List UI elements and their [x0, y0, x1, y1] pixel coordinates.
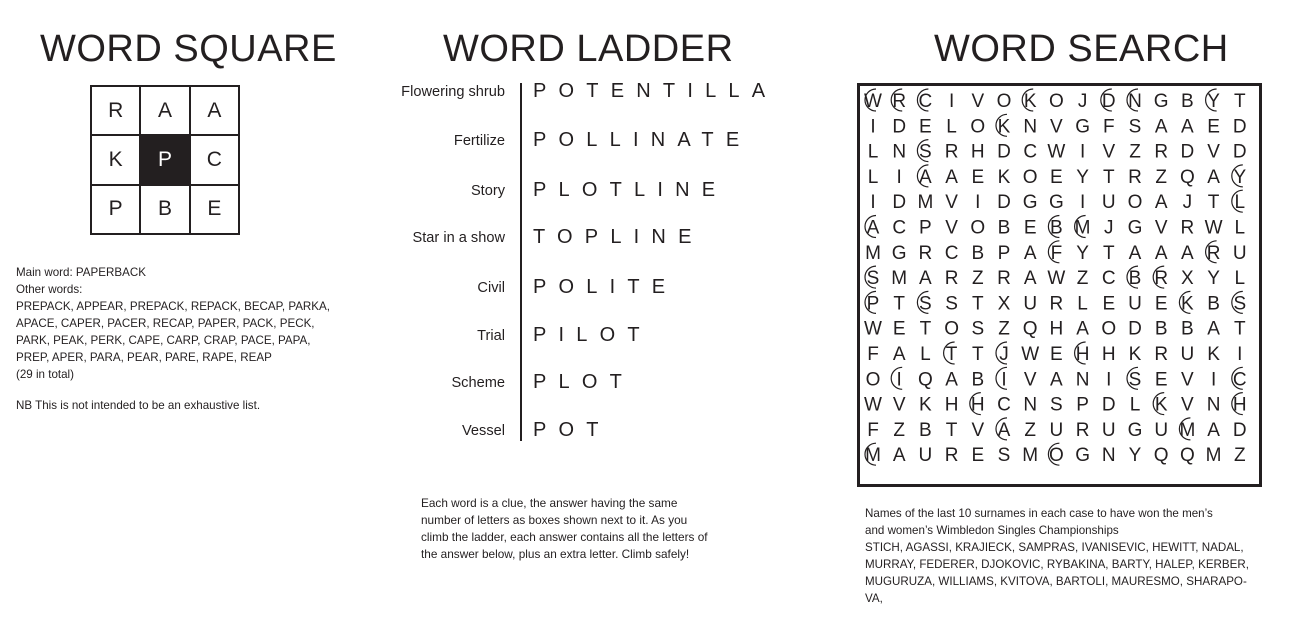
- ladder-answer: POT: [533, 419, 611, 441]
- search-letter: U: [1180, 344, 1195, 365]
- square-cell: R: [91, 86, 140, 135]
- search-letter: V: [1181, 394, 1194, 416]
- search-letter: T: [945, 344, 958, 365]
- words-line: APACE, CAPER, PACER, RECAP, PAPER, PACK, PECK,: [16, 317, 315, 330]
- search-letter: M: [917, 192, 934, 214]
- search-letter: X: [1181, 268, 1194, 290]
- search-letter: E: [971, 445, 985, 467]
- search-letter: H: [1049, 318, 1064, 340]
- search-letter: I: [1079, 141, 1086, 163]
- search-letter: A: [945, 369, 958, 391]
- search-letter: R: [918, 242, 933, 264]
- search-letter: N: [892, 141, 907, 163]
- search-letter: M: [1074, 217, 1091, 239]
- search-letter: I: [1106, 369, 1112, 391]
- search-letter: V: [1181, 369, 1194, 391]
- search-letter: Q: [1022, 318, 1038, 340]
- search-letter: G: [1127, 419, 1143, 441]
- search-letter: K: [1154, 394, 1168, 416]
- search-letter: H: [1232, 394, 1247, 416]
- search-letter: A: [945, 166, 958, 188]
- word-search-grid: [857, 83, 1262, 487]
- ladder-answer: TOPLINE: [533, 226, 704, 248]
- search-letter: E: [892, 318, 906, 340]
- search-letter: I: [975, 192, 981, 214]
- search-note-line: VA,: [865, 592, 883, 605]
- search-letter: P: [1076, 394, 1089, 416]
- ladder-note-line: number of letters as boxes shown next to it. As you: [421, 513, 688, 527]
- search-letter: R: [1180, 217, 1195, 239]
- search-letter: W: [1047, 268, 1066, 290]
- search-letter: V: [971, 419, 985, 441]
- search-letter: N: [1075, 369, 1090, 391]
- search-letter: V: [1023, 369, 1037, 391]
- search-letter: F: [1102, 116, 1115, 138]
- search-letter: A: [892, 445, 906, 467]
- search-letter: B: [1154, 318, 1168, 340]
- search-letter: A: [866, 217, 880, 239]
- search-letter: H: [944, 394, 959, 416]
- search-letter: R: [1154, 141, 1169, 163]
- search-letter: F: [867, 419, 879, 441]
- ladder-clue: Civil: [477, 280, 505, 296]
- search-letter: B: [971, 242, 985, 264]
- search-letter: E: [1207, 116, 1220, 138]
- square-cell: K: [91, 135, 140, 184]
- search-letter: L: [1234, 217, 1246, 239]
- search-note-line: MURRAY, FEDERER, DJOKOVIC, RYBAKINA, BARTY, HALEP, KERBER,: [865, 558, 1249, 571]
- ladder-clue: Story: [470, 183, 505, 199]
- search-letter: Z: [1076, 268, 1089, 290]
- search-letter: D: [997, 192, 1011, 214]
- ladder-note-line: Each word is a clue, the answer having the same: [421, 496, 678, 510]
- search-letter: Z: [1024, 419, 1037, 441]
- search-letter: D: [997, 141, 1011, 163]
- search-letter: L: [946, 116, 957, 138]
- square-cell: E: [190, 185, 239, 234]
- ladder-answer: POLLINATE: [533, 129, 752, 151]
- search-letter: J: [1182, 192, 1193, 214]
- search-note-line: and women’s Wimbledon Singles Championships: [865, 524, 1119, 537]
- search-letter: N: [1206, 394, 1221, 416]
- word-ladder-title: WORD LADDER: [443, 28, 734, 70]
- word-square-answers: [16, 264, 346, 383]
- search-letter: S: [997, 445, 1011, 467]
- search-letter: J: [1077, 91, 1088, 112]
- square-cell: A: [190, 86, 239, 135]
- search-letter: Q: [1180, 166, 1195, 188]
- search-letter: B: [1181, 91, 1194, 112]
- search-letter: R: [944, 141, 959, 163]
- search-letter: M: [891, 268, 908, 290]
- search-letter: O: [1049, 445, 1064, 467]
- search-letter: F: [1050, 242, 1063, 264]
- ladder-note-line: climb the ladder, each answer contains all the letters of: [421, 530, 708, 544]
- search-letter: B: [997, 217, 1011, 239]
- search-letter: R: [944, 445, 959, 467]
- search-letter: W: [1204, 217, 1223, 239]
- ladder-answer: PILOT: [533, 324, 652, 346]
- search-letter: R: [1075, 419, 1090, 441]
- word-total: (29 in total): [16, 368, 74, 381]
- search-letter: C: [1023, 141, 1038, 163]
- search-letter: E: [1050, 166, 1063, 188]
- search-letter: C: [918, 91, 933, 112]
- search-letter: T: [1207, 192, 1220, 214]
- search-letter: E: [1102, 293, 1116, 315]
- search-letter: D: [1101, 394, 1116, 416]
- ladder-clue: Star in a show: [412, 230, 505, 246]
- search-letter: Y: [1233, 166, 1247, 188]
- search-letter: Q: [1153, 445, 1169, 467]
- search-letter: A: [1154, 116, 1168, 138]
- search-letter: D: [892, 116, 907, 138]
- search-letter: I: [896, 166, 902, 188]
- search-letter: A: [919, 166, 932, 188]
- search-letter: G: [1127, 217, 1143, 239]
- search-letter: Z: [971, 268, 984, 290]
- search-letter: R: [944, 268, 959, 290]
- search-letter: L: [1234, 192, 1246, 214]
- search-letter: U: [1232, 242, 1247, 264]
- ladder-row: [330, 421, 850, 451]
- square-center-cell: P: [140, 135, 189, 184]
- search-letter: Z: [1233, 445, 1246, 467]
- search-letter: I: [1237, 344, 1243, 365]
- search-letter: B: [1050, 217, 1063, 239]
- search-letter: G: [1049, 192, 1064, 214]
- search-letter: N: [1101, 445, 1116, 467]
- search-letter: K: [1181, 293, 1194, 315]
- search-letter: L: [1077, 293, 1088, 315]
- search-letter: A: [1128, 242, 1142, 264]
- search-letter: T: [1233, 91, 1246, 112]
- search-letter: Y: [1076, 242, 1089, 264]
- search-letter: W: [864, 394, 882, 416]
- search-letter: O: [1101, 318, 1117, 340]
- search-letter: U: [918, 445, 933, 467]
- search-letter: V: [945, 192, 958, 214]
- search-letter: R: [1154, 268, 1169, 290]
- search-letter: X: [997, 293, 1011, 315]
- search-letter: D: [1232, 419, 1247, 441]
- search-letter: A: [1023, 242, 1037, 264]
- search-letter: O: [1049, 91, 1064, 112]
- search-letter: T: [1102, 242, 1115, 264]
- search-letter: S: [1050, 394, 1063, 416]
- search-letter: D: [1101, 91, 1116, 112]
- square-nb-note: NB This is not intended to be an exhaustive list.: [16, 399, 261, 412]
- search-letter: E: [1023, 217, 1037, 239]
- search-letter: U: [1101, 192, 1116, 214]
- ladder-row: [330, 278, 850, 308]
- search-letter: D: [1180, 141, 1195, 163]
- search-letter: O: [996, 91, 1012, 112]
- search-letter: B: [971, 369, 985, 391]
- search-letter: I: [870, 192, 876, 214]
- search-letter: B: [919, 419, 932, 441]
- search-letter: U: [1023, 293, 1038, 315]
- search-letter: R: [1128, 166, 1142, 188]
- search-letter: L: [1234, 268, 1246, 290]
- search-letter: J: [1104, 217, 1114, 239]
- search-letter: Z: [893, 419, 906, 441]
- search-letter: T: [1233, 318, 1246, 340]
- search-letter: V: [892, 394, 906, 416]
- square-cell: P: [91, 185, 140, 234]
- search-letter: N: [1023, 394, 1038, 416]
- search-letter: P: [919, 217, 932, 239]
- search-letter: W: [1021, 344, 1040, 365]
- search-letter: A: [892, 344, 906, 365]
- search-letter: S: [945, 293, 958, 315]
- words-line: PREPACK, APPEAR, PREPACK, REPACK, BECAP, PARKA,: [16, 300, 330, 313]
- search-letter: I: [870, 116, 876, 138]
- search-letter: M: [1205, 445, 1222, 467]
- search-letter: A: [1207, 166, 1220, 188]
- search-letter: V: [1102, 141, 1116, 163]
- search-letter: K: [1128, 344, 1142, 365]
- search-letter: E: [1154, 369, 1168, 391]
- search-letter: M: [865, 242, 881, 264]
- search-letter: V: [1050, 116, 1063, 138]
- search-letter: V: [1154, 217, 1168, 239]
- search-letter: I: [1001, 369, 1007, 391]
- search-letter: C: [944, 242, 959, 264]
- square-cell: A: [140, 86, 189, 135]
- search-letter: A: [1181, 242, 1194, 264]
- search-letter: S: [1233, 293, 1247, 315]
- search-letter: Q: [918, 369, 933, 391]
- search-letter: I: [1210, 369, 1217, 391]
- ladder-row: [330, 181, 850, 211]
- ladder-row: [330, 82, 850, 112]
- ladder-answer: PLOT: [533, 371, 635, 393]
- main-word: Main word: PAPERBACK: [16, 266, 146, 279]
- other-words-label: Other words:: [16, 283, 83, 296]
- words-line: PARK, PEAK, PERK, CAPE, CARP, CRAP, PACE, PAPA,: [16, 334, 311, 347]
- search-letter: K: [997, 116, 1011, 138]
- ladder-row: [330, 131, 850, 161]
- search-letter: L: [867, 166, 879, 188]
- ladder-row: [330, 228, 850, 258]
- search-letter: A: [1023, 268, 1037, 290]
- search-letter: U: [1101, 419, 1116, 441]
- search-letter: I: [896, 369, 902, 391]
- word-square-grid: [90, 85, 240, 235]
- search-letter: I: [1079, 192, 1086, 214]
- search-letter: O: [1022, 166, 1038, 188]
- search-letter: V: [971, 91, 985, 112]
- search-letter: B: [1128, 268, 1142, 290]
- search-letter: R: [892, 91, 907, 112]
- search-letter: P: [997, 242, 1011, 264]
- search-letter: S: [919, 141, 932, 163]
- search-letter: C: [997, 394, 1011, 416]
- search-letter: D: [892, 192, 907, 214]
- search-letter: H: [1075, 344, 1090, 365]
- search-letter: D: [1232, 141, 1247, 163]
- search-letter: G: [1153, 91, 1169, 112]
- ladder-clue: Fertilize: [453, 133, 505, 149]
- search-letter: E: [1050, 344, 1063, 365]
- search-letter: N: [1023, 116, 1038, 138]
- search-letter: K: [1023, 91, 1037, 112]
- search-letter: O: [944, 318, 959, 340]
- search-letter: Y: [1128, 445, 1142, 467]
- ladder-clue: Vessel: [462, 423, 505, 439]
- search-letter: Y: [1207, 268, 1220, 290]
- search-note-line: Names of the last 10 surnames in each case to have won the men’s: [865, 507, 1213, 520]
- search-letter: P: [866, 293, 880, 315]
- search-letter: H: [970, 394, 985, 416]
- search-letter: O: [865, 369, 881, 391]
- ladder-answer: POTENTILLA: [533, 80, 778, 102]
- search-letter: T: [971, 293, 984, 315]
- search-letter: A: [1050, 369, 1063, 391]
- word-search-notes: [865, 505, 1265, 607]
- search-note-line: STICH, AGASSI, KRAJIECK, SAMPRAS, IVANISEVIC, HEWITT, NADAL,: [865, 541, 1244, 554]
- ladder-row: [330, 326, 850, 356]
- search-letter: K: [919, 394, 932, 416]
- search-letter: G: [891, 242, 907, 264]
- search-letter: Q: [1180, 445, 1195, 467]
- search-letter: Y: [1076, 166, 1089, 188]
- search-letter: A: [1207, 318, 1220, 340]
- search-letter: C: [1232, 369, 1247, 391]
- search-letter: M: [1022, 445, 1039, 467]
- search-letter: G: [1075, 445, 1090, 467]
- search-letter: S: [971, 318, 985, 340]
- search-letter: Z: [998, 318, 1010, 340]
- search-letter: D: [1232, 116, 1247, 138]
- search-letter: Z: [1129, 141, 1141, 163]
- search-letter: M: [1179, 419, 1196, 441]
- search-letter: H: [1101, 344, 1116, 365]
- search-letter: U: [1128, 293, 1142, 315]
- ladder-row: [330, 373, 850, 403]
- search-letter: J: [999, 344, 1009, 365]
- ladder-clue: Scheme: [451, 375, 505, 391]
- search-letter: S: [1128, 369, 1142, 391]
- square-cell: C: [190, 135, 239, 184]
- search-letter: H: [970, 141, 985, 163]
- search-letter: W: [864, 318, 882, 340]
- search-letter: U: [1049, 419, 1064, 441]
- search-letter: T: [1102, 166, 1115, 188]
- search-letter: M: [865, 445, 881, 467]
- search-letter: A: [1154, 242, 1168, 264]
- search-letter: V: [945, 217, 958, 239]
- search-letter: O: [1127, 192, 1143, 214]
- search-letter: R: [1206, 242, 1221, 264]
- search-letter: O: [970, 217, 986, 239]
- search-letter: A: [997, 419, 1011, 441]
- search-letter: A: [1154, 192, 1168, 214]
- word-square-title: WORD SQUARE: [40, 28, 337, 70]
- search-letter: C: [892, 217, 907, 239]
- search-letter: N: [1128, 91, 1142, 112]
- search-letter: L: [1129, 394, 1141, 416]
- search-letter: A: [1181, 116, 1194, 138]
- search-letter: T: [971, 344, 984, 365]
- search-letter: S: [866, 268, 880, 290]
- search-letter: R: [1154, 344, 1169, 365]
- search-letter: W: [1047, 141, 1066, 163]
- word-search-title: WORD SEARCH: [934, 28, 1229, 70]
- search-letter: U: [1154, 419, 1169, 441]
- search-letter: L: [867, 141, 879, 163]
- search-letter: T: [893, 293, 906, 315]
- ladder-instructions: [421, 495, 761, 563]
- search-letter: R: [1049, 293, 1064, 315]
- search-letter: W: [864, 91, 882, 112]
- search-letter: K: [1207, 344, 1220, 365]
- square-cell: B: [140, 185, 189, 234]
- search-letter: I: [948, 91, 955, 112]
- search-letter: Z: [1155, 166, 1168, 188]
- ladder-note-line: the answer below, plus an extra letter. Climb safely!: [421, 547, 690, 561]
- search-letter: T: [945, 419, 958, 441]
- search-letter: K: [997, 166, 1011, 188]
- search-letter: G: [1022, 192, 1038, 214]
- search-letter: B: [1207, 293, 1220, 315]
- search-note-line: MUGURUZA, WILLIAMS, KVITOVA, BARTOLI, MAURESMO, SHARAPO-: [865, 575, 1247, 588]
- ladder-clue: Trial: [477, 328, 505, 344]
- search-letter: L: [920, 344, 931, 365]
- search-letter: B: [1181, 318, 1194, 340]
- search-letter: A: [919, 268, 932, 290]
- ladder-answer: POLITE: [533, 276, 678, 298]
- search-letter: O: [970, 116, 986, 138]
- ladder-clue: Flowering shrub: [401, 84, 505, 100]
- search-letter: V: [1207, 141, 1220, 163]
- search-letter: D: [1128, 318, 1142, 340]
- search-letter: Y: [1207, 91, 1220, 112]
- search-letter: A: [1207, 419, 1220, 441]
- search-letter: S: [919, 293, 932, 315]
- search-letter: R: [997, 268, 1011, 290]
- ladder-answer: PLOTLINE: [533, 179, 728, 201]
- search-letter: E: [1154, 293, 1168, 315]
- search-letter: A: [1076, 318, 1089, 340]
- search-letter: E: [971, 166, 985, 188]
- search-letter: C: [1101, 268, 1116, 290]
- search-letter: S: [1128, 116, 1142, 138]
- words-line: PREP, APER, PARA, PEAR, PARE, RAPE, REAP: [16, 351, 272, 364]
- search-letter: E: [919, 116, 932, 138]
- search-letter: F: [867, 344, 879, 365]
- search-letter: G: [1075, 116, 1090, 138]
- search-letter: T: [919, 318, 932, 340]
